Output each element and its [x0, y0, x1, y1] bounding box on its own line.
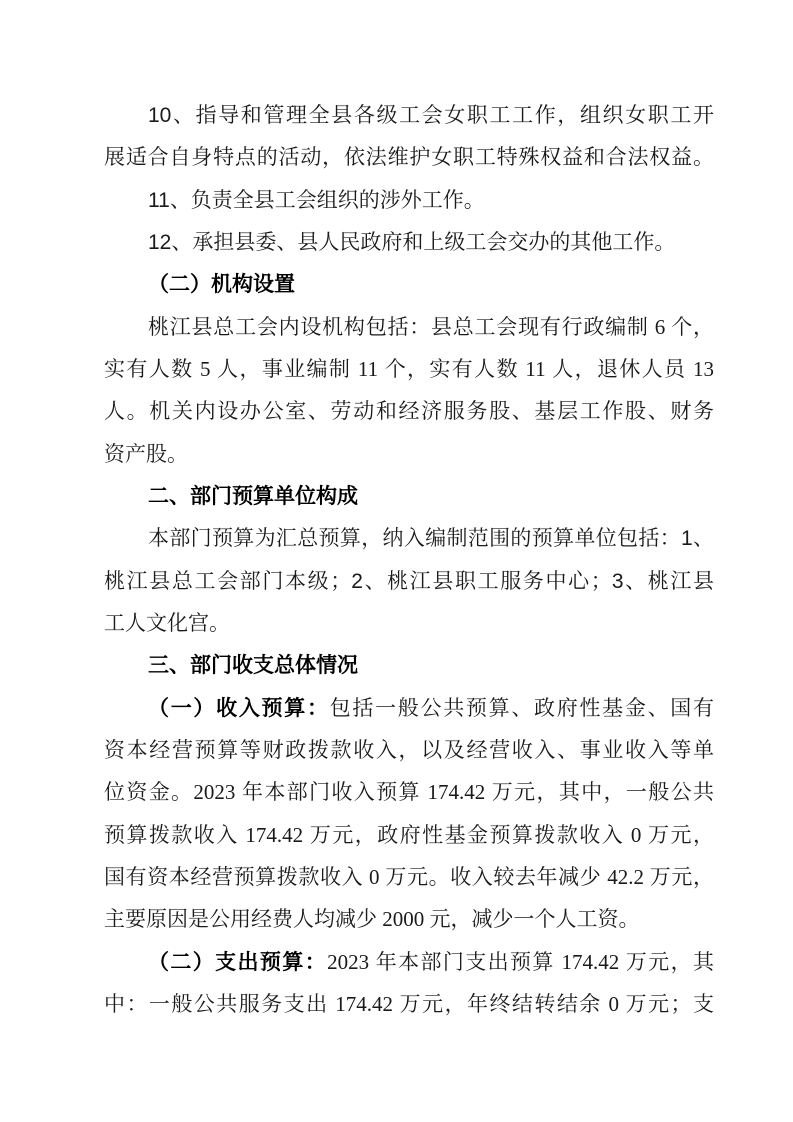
- para-income-budget-line-6: [104, 898, 714, 940]
- heading-overall-situation-line-1: [104, 644, 714, 686]
- heading-budget-units-line-1: [104, 475, 714, 517]
- heading-org-setup-line-1: [104, 263, 714, 305]
- body-text-run: 桃江县总工会内设机构包括：县总工会现有行政编制 6 个，: [148, 314, 714, 339]
- para-expenditure-budget-line-2: [104, 983, 714, 1025]
- body-text-run: 2: [351, 569, 363, 593]
- para-org-detail-line-2: [104, 348, 714, 390]
- body-text-run: 资本经营预算等财政拨款收入，以及经营收入、事业收入等单: [104, 737, 714, 762]
- body-text-run: 预算拨款收入 174.42 万元，政府性基金预算拨款收入 0 万元，: [104, 822, 714, 847]
- para-income-budget-line-5: [104, 856, 714, 898]
- heading-text: （一）收入预算：: [148, 696, 330, 720]
- body-text-run: 10: [148, 104, 172, 127]
- heading-text: 三、部门收支总体情况: [148, 654, 358, 678]
- heading-text: 二、部门预算单位构成: [148, 484, 358, 508]
- body-text-run: 11: [148, 188, 170, 212]
- para-income-budget-line-1: [104, 687, 714, 729]
- body-text-run: 、桃江县: [623, 568, 714, 593]
- body-text-run: 、负责全县工会组织的涉外工作。: [169, 187, 485, 212]
- body-text-run: 工人文化宫。: [104, 610, 230, 635]
- body-text-run: 本部门预算为汇总预算，纳入编制范围的预算单位包括：: [148, 526, 681, 551]
- body-text-run: 人。机关内设办公室、劳动和经济服务股、基层工作股、财务: [104, 399, 714, 424]
- body-text-run: 中：一般公共服务支出 174.42 万元，年终结转结余 0 万元；支: [104, 991, 714, 1016]
- para-income-budget-line-4: [104, 814, 714, 856]
- heading-text: （二）机构设置: [148, 273, 295, 297]
- para-expenditure-budget-line-1: [104, 941, 714, 983]
- para-income-budget-line-2: [104, 729, 714, 771]
- body-text-run: 国有资本经营预算拨款收入 0 万元。收入较去年减少 42.2 万元，: [104, 864, 714, 889]
- body-text-run: 包括一般公共预算、政府性基金、国有: [329, 695, 714, 720]
- body-text-run: 3: [611, 569, 624, 593]
- para-org-detail-line-3: [104, 390, 714, 432]
- para-income-budget-line-3: [104, 771, 714, 813]
- para-org-detail-line-4: [104, 433, 714, 475]
- body-text-run: 主要原因是公用经费人均减少 2000 元，减少一个人工资。: [104, 907, 640, 932]
- item-10-line-1: [104, 94, 714, 136]
- heading-text: （二）支出预算：: [148, 950, 328, 974]
- body-text-run: 2023 年本部门支出预算 174.42 万元，其: [327, 949, 714, 974]
- body-text-run: 1: [681, 527, 693, 551]
- body-text-run: 12: [148, 230, 172, 254]
- document-text-block: [104, 94, 714, 1025]
- item-12-line-1: [104, 221, 714, 263]
- item-11-line-1: [104, 179, 714, 221]
- body-text-run: 资产股。: [104, 441, 188, 466]
- body-text-run: 、承担县委、县人民政府和上级工会交办的其他工作。: [171, 229, 676, 254]
- para-budget-units-line-1: [104, 517, 714, 559]
- para-budget-units-line-2: [104, 560, 714, 602]
- para-budget-units-line-3: [104, 602, 714, 644]
- item-10-line-2: [104, 136, 714, 178]
- body-text-run: 展适合自身特点的活动，依法维护女职工特殊权益和合法权益。: [104, 145, 714, 170]
- body-text-run: 、: [692, 526, 714, 551]
- body-text-run: 实有人数 5 人，事业编制 11 个，实有人数 11 人，退休人员 13: [104, 356, 714, 381]
- body-text-run: 、桃江县职工服务中心；: [362, 568, 612, 593]
- para-org-detail-line-1: [104, 306, 714, 348]
- body-text-run: 位资金。2023 年本部门收入预算 174.42 万元，其中，一般公共: [104, 780, 714, 805]
- body-text-run: 桃江县总工会部门本级；: [104, 568, 352, 593]
- body-text-run: 、指导和管理全县各级工会女职工工作，组织女职工开: [171, 103, 714, 127]
